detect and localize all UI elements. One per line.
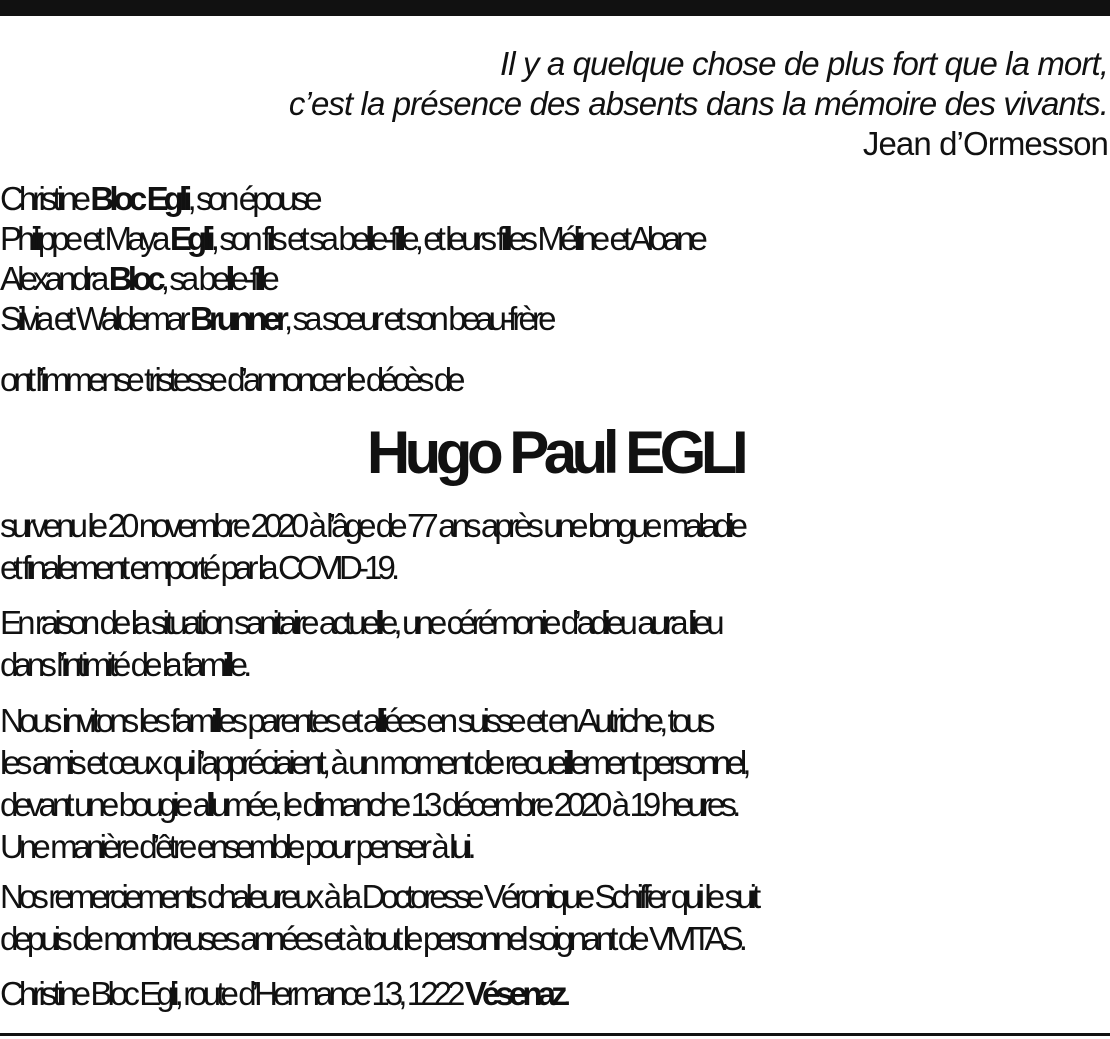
paragraph-line: depuis de nombreuses années et à tout le personnel soignant de VIVITAS. (0, 920, 744, 957)
family-member-relation: , son épouse (187, 180, 318, 217)
paragraph-line: dans l’intimité de la famille. (0, 646, 248, 683)
family-member-first-name: Christine (0, 180, 91, 217)
family-member (0, 259, 1110, 299)
family-list (0, 179, 1110, 339)
paragraph-line: Nous invitons les familles parentes et alliées en suisse et en Autriche, tous (0, 702, 711, 739)
family-member-relation: , sa belle-fille (160, 260, 275, 297)
epigraph (108, 44, 1108, 164)
paragraph-line: En raison de la situation sanitaire actuelle, une cérémonie d’adieu aura lieu (0, 604, 720, 641)
paragraph-line: survenu le 20 novembre 2020 à l’âge de 77 ans après une longue maladie (0, 507, 744, 544)
epigraph-line-2: c’est la présence des absents dans la mémoire des vivants. (288, 85, 1108, 122)
paragraph-line: les amis et ceux qui l’appréciaient, à un moment de recueillement personnel, (0, 744, 747, 781)
family-member-surname: Egli (169, 220, 211, 257)
family-member (0, 179, 1110, 219)
announcement-text: ont l’immense tristesse d’annoncer le décès de (0, 361, 461, 398)
family-member-first-name: Alexandra (0, 260, 109, 297)
paragraph-line: Une manière d’être ensemble pour penser à lui. (0, 828, 472, 865)
family-member-surname: Brunner (189, 300, 284, 337)
family-member (0, 299, 1110, 339)
family-member-first-name: Silvia et Waldemar (0, 300, 190, 337)
address-text (0, 973, 1110, 1015)
address-line (0, 973, 1110, 1015)
family-member-surname: Bloc (108, 260, 161, 297)
paragraph-line: devant une bougie allumée, le dimanche 13 décembre 2020 à 19 heures. (0, 786, 737, 823)
family-member-relation: , sa sœur et son beau-frère (283, 300, 552, 337)
death-paragraph (0, 505, 1110, 589)
paragraph-line: Nos remerciements chaleureux à la Doctoresse Véronique Schiffer qui le suit (0, 878, 757, 915)
announcement (0, 359, 1110, 401)
invitation-paragraph (0, 700, 1110, 868)
family-member-relation: , son fils et sa belle-fille, et leurs filles Méline et Aloane (210, 220, 704, 257)
epigraph-author: Jean d’Ormesson (862, 125, 1108, 162)
address-town: Vésenaz (464, 975, 563, 1012)
epigraph-line-1: Il y a quelque chose de plus fort que la mort, (500, 45, 1108, 82)
top-border-rule (0, 0, 1110, 16)
family-member (0, 219, 1110, 259)
address-period: . (562, 975, 567, 1012)
ceremony-paragraph (0, 602, 1110, 686)
bottom-border-rule (0, 1033, 1110, 1036)
family-member-surname: Bloc Egli (90, 180, 188, 217)
deceased-name: Hugo Paul EGLI (366, 419, 744, 486)
family-member-first-name: Philippe et Maya (0, 220, 170, 257)
address-street: Christine Bloc Egli, route d’Hermance 13, 1222 (0, 975, 465, 1012)
thanks-paragraph (0, 876, 1110, 960)
paragraph-line: et finalement emporté par la COVID-19. (0, 549, 396, 586)
